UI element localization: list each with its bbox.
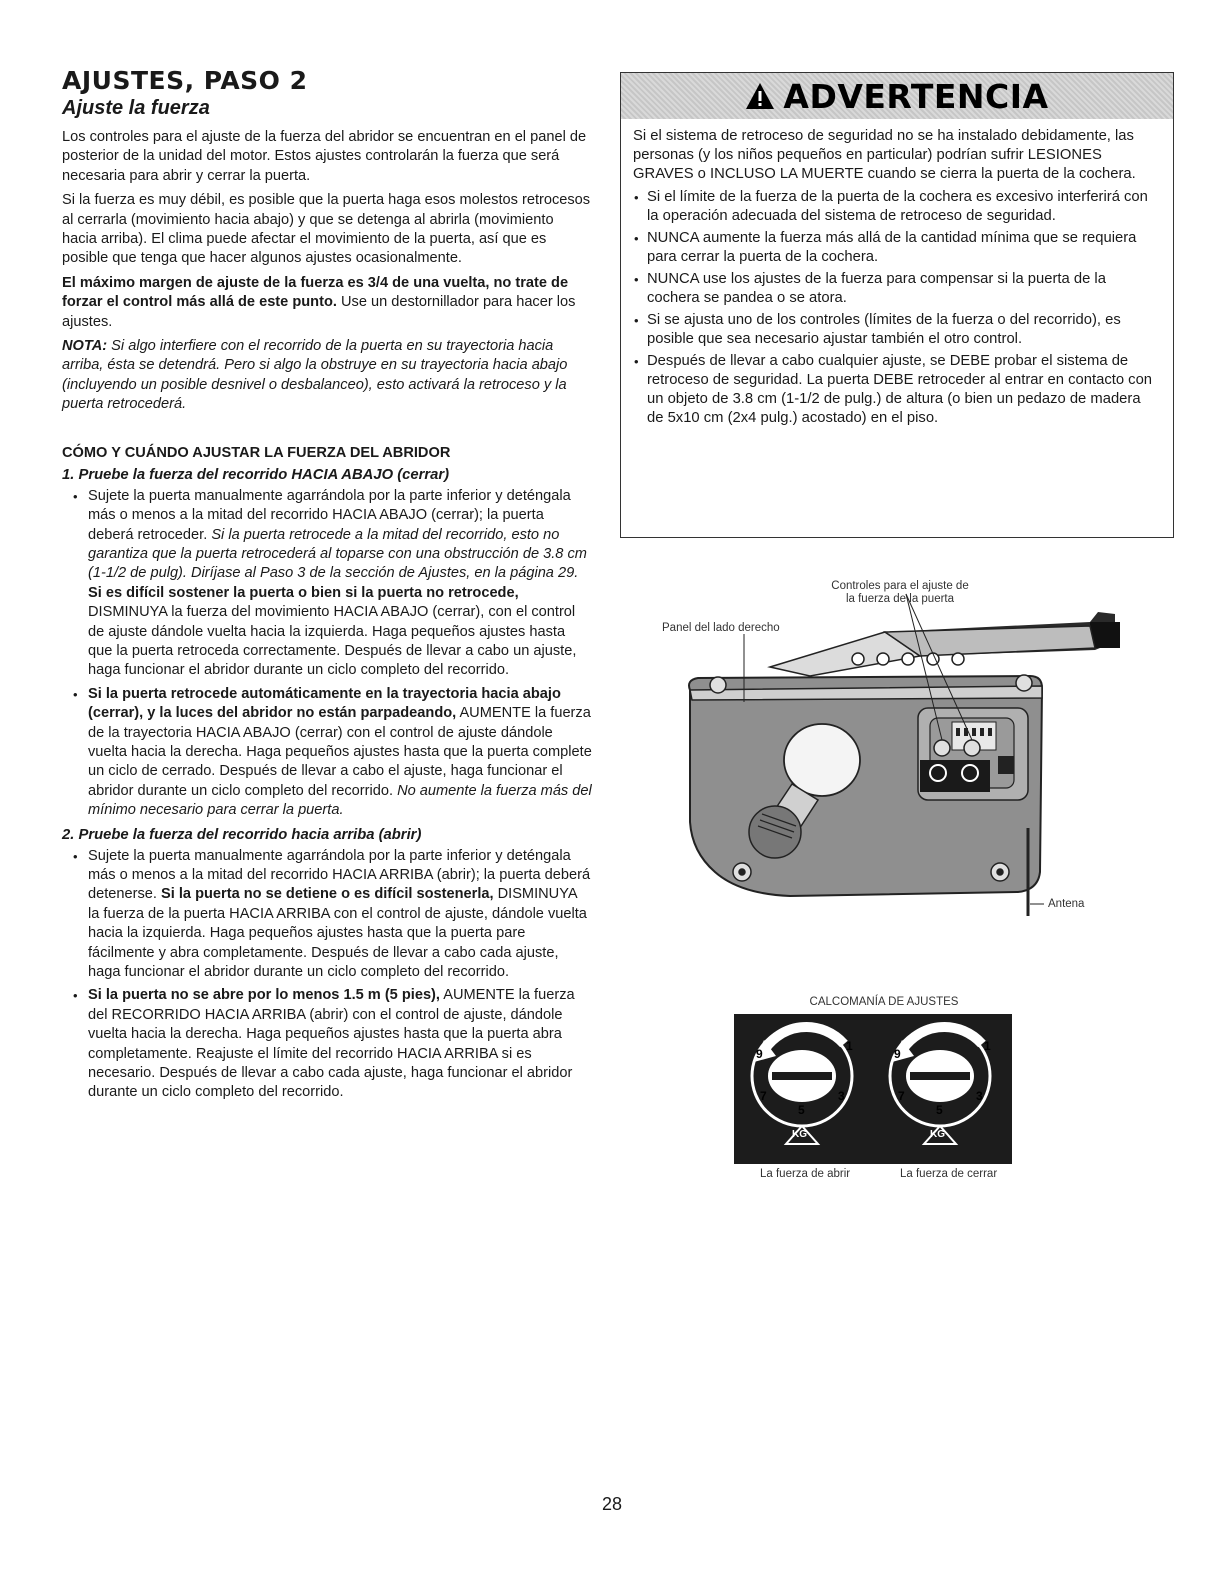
motor-unit-figure — [620, 572, 1176, 922]
screwdriver-note: Use un destornillador para hacer los ajustes. — [62, 294, 576, 330]
antenna-label: Antena — [1048, 898, 1085, 910]
decal-title: CALCOMANÍA DE AJUSTES — [809, 996, 959, 1008]
dial-number-1: 1 — [846, 1039, 853, 1053]
controls-label: Controles para el ajuste de la fuerza de la puerta — [831, 580, 969, 605]
dial-number-9b: 9 — [894, 1047, 901, 1061]
step-1-bullet-1-rest: DISMINUYA la fuerza del movimiento HACIA ABAJO (cerrar), con el control de ajuste dándole vuelta hacia la izquierda. Haga pequeños ajustes hasta que la puerta retroceda correctamente. Después de llevar a cabo un ajuste, haga funcionar el abridor durante un ciclo completo del recorrido. — [88, 604, 577, 679]
step-2-bullet-2 — [88, 986, 592, 1102]
section-subtitle: Ajuste la fuerza — [62, 97, 210, 119]
step-1-bullet-1 — [88, 487, 592, 681]
warning-item: • NUNCA use los ajustes de la fuerza para compensar si la puerta de la cochera se pandea o se atora. — [647, 270, 1161, 308]
dial-number-1b: 1 — [984, 1039, 991, 1053]
note-text: Si algo interfiere con el recorrido de la puerta en su trayectoria hacia arriba, ésta se detendrá. Pero si algo la obstruye en su trayectoria hacia abajo (incluyendo un posible desnivel o desbalanceo), esto activará la retroceso y la puerta retrocederá. — [62, 338, 568, 413]
step-1-list — [62, 487, 592, 821]
warning-body — [621, 119, 1173, 428]
step-2-bullet-1-text: Sujete la puerta manualmente agarrándola por la parte inferior y deténgala más o menos a la mitad del recorrido HACIA ARRIBA (abrir); la puerta deberá detenerse. — [88, 847, 591, 903]
max-adjust-warning: El máximo margen de ajuste de la fuerza es 3/4 de una vuelta, no trate de forzar el control más allá de este punto. — [62, 274, 569, 311]
kg-label-close: KG — [930, 1129, 945, 1140]
step-1-bullet-1-text: Sujete la puerta manualmente agarrándola por la parte inferior y deténgala más o menos a la mitad del recorrido HACIA ABAJO (cerrar); la puerta deberá retroceder. — [88, 487, 571, 543]
warning-item: • Después de llevar a cabo cualquier ajuste, se DEBE probar el sistema de retroceso de seguridad. La puerta DEBE retroceder al entrar en contacto con un objeto de 3.8 cm (1-1/2 de pulg.) de altura (o bien un pedazo de madera de 5x10 cm (2x4 pulg.) acostado) en el piso. — [647, 352, 1161, 428]
dial-number-9: 9 — [756, 1047, 763, 1061]
warning-header — [621, 73, 1173, 119]
right-column — [620, 72, 1176, 538]
step-2-bullet-2-rest: AUMENTE la fuerza del RECORRIDO HACIA ARRIBA (abrir) con el control de ajuste, dándole vuelta hacia la derecha. Haga pequeños ajustes hasta que la puerta abra completamente. Reajuste el límite del recorrido HACIA ARRIBA si es necesario. Después de llevar a cabo cada ajuste, haga funcionar el abridor durante un ciclo completo del recorrido. — [88, 987, 575, 1101]
step-1-title: 1. Pruebe la fuerza del recorrido HACIA ABAJO (cerrar) — [62, 466, 450, 483]
decal-illustration — [734, 1014, 1012, 1164]
step-2-title: 2. Pruebe la fuerza del recorrido hacia arriba (abrir) — [62, 826, 422, 843]
left-column — [62, 66, 592, 1107]
step-2-list — [62, 847, 592, 1103]
note-label: NOTA: — [62, 338, 108, 355]
warning-intro: Si el sistema de retroceso de seguridad no se ha instalado debidamente, las personas (y los niños pequeños en particular) podrían sufrir LESIONES GRAVES o INCLUSO LA MUERTE cuando se cierra la puerta de la cochera. — [633, 128, 1136, 182]
warning-item: • NUNCA aumente la fuerza más allá de la cantidad mínima que se requiera para cerrar la puerta de la cochera. — [647, 229, 1161, 267]
step-2-bullet-1 — [88, 847, 592, 983]
step-2-bullet-1-rest: DISMINUYA la fuerza de la puerta HACIA ARRIBA con el control de ajuste, dándole vuelta hacia la izquierda. Haga pequeños ajustes hasta que la puerta pare fácilmente y abra completamente. Después de llevar a cabo cada ajuste, haga funcionar el abridor durante un ciclo completo del recorrido. — [88, 886, 587, 981]
step-2-bullet-1-bold: Si la puerta no se detiene o es difícil sostenerla, — [156, 886, 494, 903]
dial-number-3: 3 — [838, 1089, 845, 1103]
warning-title: ADVERTENCIA — [783, 76, 1049, 116]
intro-paragraph-1: Los controles para el ajuste de la fuerza del abridor se encuentran en el panel de posterior de la unidad del motor. Estos ajustes controlarán la fuerza que será necesaria para abrir y cerrar la puerta. — [62, 129, 587, 184]
close-force-label: La fuerza de cerrar — [900, 1168, 998, 1180]
dial-number-3b: 3 — [976, 1089, 983, 1103]
intro-paragraph-3 — [62, 274, 592, 332]
dial-number-5: 5 — [798, 1103, 805, 1117]
warning-list — [633, 188, 1161, 428]
step-1-bullet-1-bold: Si es difícil sostener la puerta o bien si la puerta no retrocede, — [88, 584, 519, 601]
page-number: 28 — [601, 1494, 623, 1514]
step-1-bullet-1-italic: Si la puerta retrocede a la mitad del recorrido, esto no garantiza que la puerta retrocederá al toparse con una obstrucción de 3.8 cm (1-1/2 de pulg). Diríjase al Paso 3 de la sección de Ajustes, en la página 29. — [88, 526, 587, 582]
warning-item: • Si se ajusta uno de los controles (límites de la fuerza o del recorrido), es posible que sea necesario ajustar también el otro control. — [647, 311, 1161, 349]
step-1-bullet-2 — [88, 685, 592, 821]
howto-heading: CÓMO Y CUÁNDO AJUSTAR LA FUERZA DEL ABRIDOR — [62, 444, 451, 461]
open-force-label: La fuerza de abrir — [760, 1168, 851, 1180]
dial-number-7: 7 — [760, 1089, 767, 1103]
section-title: AJUSTES, PASO 2 — [62, 66, 308, 95]
note-paragraph — [62, 337, 592, 415]
step-1-bullet-2-italic: No aumente la fuerza más del mínimo necesario para cerrar la puerta. — [88, 782, 592, 819]
kg-label-open: KG — [792, 1129, 807, 1140]
right-panel-label: Panel del lado derecho — [662, 622, 780, 634]
dial-number-7b: 7 — [898, 1089, 905, 1103]
warning-item: • Si el límite de la fuerza de la puerta de la cochera es excesivo interferirá con la operación adecuada del sistema de retroceso de seguridad. — [647, 188, 1161, 226]
step-2-bullet-2-bold: Si la puerta no se abre por lo menos 1.5 m (5 pies), — [88, 987, 440, 1004]
warning-triangle-icon — [745, 82, 775, 110]
step-1-bullet-2-rest: AUMENTE la fuerza de la trayectoria HACIA ABAJO (cerrar) con el control de ajuste dándole vuelta hacia la derecha. Haga pequeños ajustes hasta que la puerta complete un ciclo de cerrado. Después de llevar a cabo el ajuste, haga funcionar el abridor durante un ciclo completo del recorrido. — [88, 705, 592, 799]
step-1-bullet-2-bold: Si la puerta retrocede automáticamente en la trayectoria hacia abajo (cerrar), y la luces del abridor no están parpadeando, — [88, 685, 561, 722]
warning-box — [620, 72, 1174, 538]
adjustment-decal — [734, 992, 1034, 1182]
dial-number-5b: 5 — [936, 1103, 943, 1117]
intro-paragraph-2: Si la fuerza es muy débil, es posible que la puerta haga esos molestos retrocesos al cerrarla (movimiento hacia abajo) y que se detenga al abrirla (movimiento hacia arriba). El clima puede afectar el movimiento de la puerta, así que es posible que tenga que hacer algunos ajustes ocasionalmente. — [62, 192, 591, 267]
